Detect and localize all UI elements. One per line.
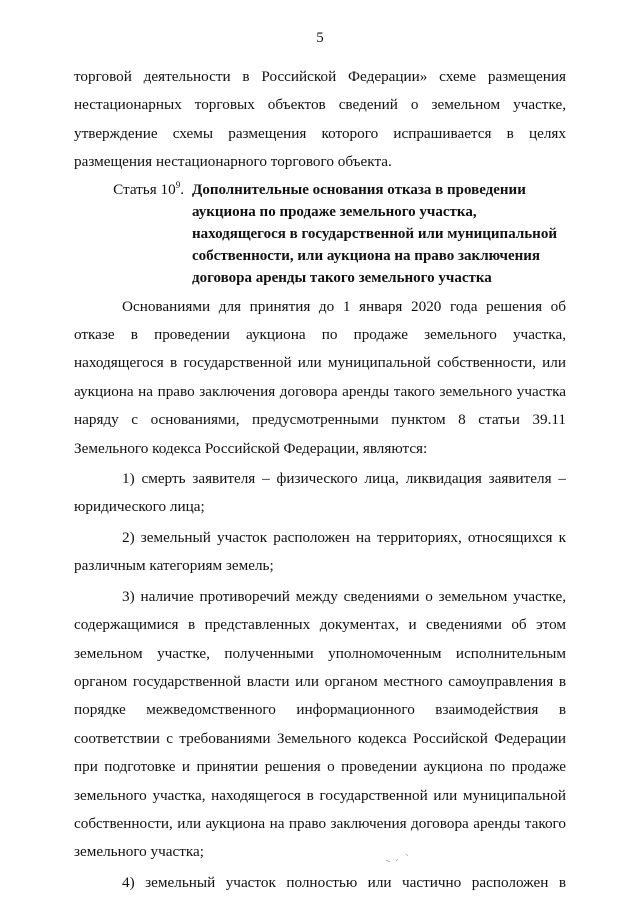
list-item-number: 1) (122, 470, 135, 488)
list-item-text: смерть заявителя – физического лица, ликвидация заявителя – юридического лица; (74, 470, 566, 516)
list-item (74, 869, 566, 897)
list-item (74, 583, 566, 867)
list-item (74, 465, 566, 522)
page-number: 5 (316, 30, 324, 46)
list-item-number: 3) (122, 587, 135, 605)
article-superscript: 9 (175, 179, 181, 190)
article-heading (74, 179, 566, 289)
list-item-number: 2) (122, 528, 135, 546)
list-item (74, 524, 566, 581)
article-title: Дополнительные основания отказа в проведении аукциона по продаже земельного участка, находящегося в государственной или муниципальной собственности, или аукциона на право заключения договора аренды такого земельного участка (192, 181, 557, 286)
scan-mark (384, 846, 424, 866)
article-label-suffix: . (180, 180, 184, 198)
list-item-text: земельный участок расположен на территориях, относящихся к различным категориям земель; (74, 528, 566, 575)
list-item-text: наличие противоречий между сведениями о земельном участке, содержащимися в представленных документах, и сведениями об этом земельном участке, полученными уполномоченным исполнительным органом государственной власти или органом местного самоуправления в порядке межведомственного информационного взаимодействия в соответствии с требованиями Земельного кодекса Российской Федерации при подготовке и принятии решения о проведении аукциона по продаже земельного участка, находящегося в государственной или муниципальной собственности, или аукциона на право заключения договора аренды такого земельного участка; (74, 587, 566, 861)
article-label (74, 179, 192, 289)
list-item-text: земельный участок полностью или частично расположен в (145, 873, 566, 891)
intro-paragraph: Основаниями для принятия до 1 января 2020 года решения об отказе в проведении аукциона по продаже земельного участка, находящегося в государственной или муниципальной собственности, или аукциона на право заключения договора аренды такого земельного участка наряду с основаниями, предусмотренными пунктом 8 статьи 39.11 Земельного кодекса Российской Федерации, являются: (74, 297, 566, 457)
list-item-number: 4) (122, 873, 135, 891)
article-label-text: Статья 10 (113, 180, 176, 198)
continuation-paragraph: торговой деятельности в Российской Федерации» схеме размещения нестационарных торговых объектов сведений о земельном участке, утверждение схемы размещения которого испрашивается в целях размещения нестационарного торгового объекта. (74, 68, 566, 171)
document-body (74, 63, 566, 897)
